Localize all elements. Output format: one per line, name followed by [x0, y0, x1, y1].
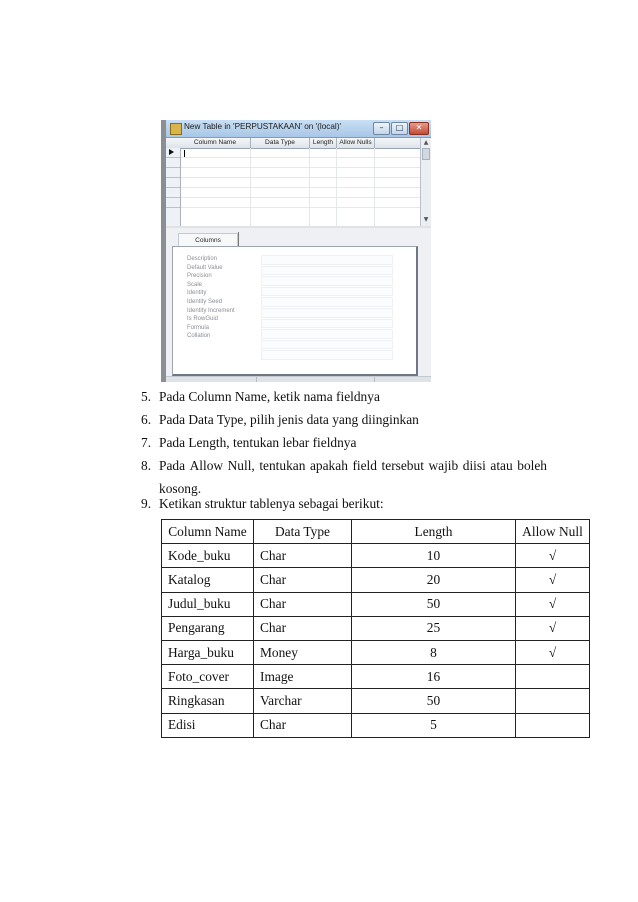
step-number: 9. [141, 496, 152, 511]
column-grid[interactable] [166, 138, 421, 226]
cell-data-type: Char [254, 568, 352, 592]
property-value-field[interactable] [261, 308, 393, 318]
scroll-up-icon[interactable]: ▲ [423, 139, 429, 146]
property-value-field[interactable] [261, 319, 393, 329]
grid-cells[interactable] [181, 148, 420, 226]
column-properties-panel [166, 228, 431, 382]
property-label: Identity Increment [187, 307, 235, 314]
cell-data-type: Char [254, 713, 352, 737]
cell-allow-null: √ [516, 544, 590, 568]
property-value-field[interactable] [261, 297, 393, 307]
cell-column-name: Kode_buku [162, 544, 254, 568]
cell-data-type: Char [254, 592, 352, 616]
grid-header-length[interactable]: Length [310, 138, 337, 148]
cell-data-type: Image [254, 665, 352, 689]
cell-allow-null [516, 689, 590, 713]
cell-column-name: Katalog [162, 568, 254, 592]
row-selector[interactable] [166, 178, 180, 188]
property-label: Identity Seed [187, 298, 223, 305]
step-word: atau [490, 458, 513, 473]
window-title: New Table in 'PERPUSTAKAAN' on '(local)' [184, 122, 342, 131]
cell-column-name: Judul_buku [162, 592, 254, 616]
scroll-thumb[interactable] [422, 148, 430, 160]
property-value-field[interactable] [261, 287, 393, 297]
step-text: Pada Length, tentukan lebar fieldnya [159, 435, 357, 450]
cell-allow-null [516, 713, 590, 737]
tab-divider [238, 232, 239, 246]
step-text: Pada Column Name, ketik nama fieldnya [159, 389, 380, 404]
cell-column-name: Edisi [162, 713, 254, 737]
step-text: Pada Data Type, pilih jenis data yang diinginkan [159, 412, 419, 427]
step-number: 7. [141, 435, 152, 450]
cell-length: 16 [352, 665, 516, 689]
header-allow-null: Allow Null [516, 520, 590, 544]
tab-columns[interactable]: Columns [178, 233, 238, 247]
cell-length: 5 [352, 713, 516, 737]
property-values[interactable] [261, 255, 393, 361]
cell-allow-null: √ [516, 592, 590, 616]
property-label: Is RowGuid [187, 316, 219, 323]
property-label: Collation [187, 333, 211, 340]
cell-allow-null: √ [516, 568, 590, 592]
grid-scrollbar[interactable] [420, 138, 431, 226]
scroll-down-icon[interactable]: ▼ [423, 216, 429, 223]
header-data-type: Data Type [254, 520, 352, 544]
table-row [162, 544, 590, 568]
table-row [162, 665, 590, 689]
step-word: boleh [517, 458, 547, 473]
property-label: Scale [187, 281, 203, 288]
row-selector[interactable] [166, 148, 180, 158]
property-label: Formula [187, 324, 210, 331]
table-header-row [162, 520, 590, 544]
header-column-name: Column Name [162, 520, 254, 544]
cell-data-type: Char [254, 616, 352, 640]
cell-length: 8 [352, 640, 516, 664]
property-value-field[interactable] [261, 266, 393, 276]
current-row-arrow-icon [169, 149, 174, 155]
table-row [162, 568, 590, 592]
property-value-field[interactable] [261, 255, 393, 265]
table-row [162, 713, 590, 737]
maximize-icon: □ [395, 123, 404, 132]
step-word: Pada [159, 458, 186, 473]
property-value-field[interactable] [261, 350, 393, 360]
window-titlebar[interactable] [166, 120, 431, 138]
minimize-icon: – [379, 123, 384, 132]
grid-header-column-name[interactable]: Column Name [180, 138, 251, 148]
property-label: Identity [187, 290, 207, 297]
cell-length: 10 [352, 544, 516, 568]
cell-length: 20 [352, 568, 516, 592]
property-labels [187, 255, 235, 341]
table-designer-screenshot [161, 120, 431, 382]
step-word: Allow [189, 458, 224, 473]
cell-column-name: Pengarang [162, 616, 254, 640]
cell-data-type: Varchar [254, 689, 352, 713]
property-value-field[interactable] [261, 276, 393, 286]
step-word: tersebut [381, 458, 424, 473]
row-selector[interactable] [166, 168, 180, 178]
step-text-line2: kosong. [159, 481, 202, 496]
property-label: Precision [187, 273, 212, 280]
header-length: Length [352, 520, 516, 544]
step-word: apakah [309, 458, 348, 473]
cell-length: 50 [352, 689, 516, 713]
step-word: field [352, 458, 377, 473]
cell-length: 25 [352, 616, 516, 640]
property-label: Description [187, 256, 218, 262]
status-strip [166, 376, 431, 382]
property-value-field[interactable] [261, 340, 393, 350]
minimize-button[interactable] [373, 122, 390, 135]
step-word: diisi [462, 458, 486, 473]
grid-header-data-type[interactable]: Data Type [251, 138, 310, 148]
row-selector[interactable] [166, 158, 180, 168]
cell-column-name: Ringkasan [162, 689, 254, 713]
maximize-button[interactable] [391, 122, 408, 135]
cell-allow-null [516, 665, 590, 689]
properties-box [172, 246, 418, 376]
table-row [162, 592, 590, 616]
text-cursor [184, 150, 185, 157]
cell-data-type: Money [254, 640, 352, 664]
step-text: Ketikan struktur tablenya sebagai berikut: [159, 496, 384, 511]
cell-length: 50 [352, 592, 516, 616]
step-word: Null, [227, 458, 255, 473]
step-number: 5. [141, 389, 152, 404]
property-label: Default Value [187, 264, 223, 271]
table-icon [170, 123, 182, 135]
step-number: 6. [141, 412, 152, 427]
table-row [162, 616, 590, 640]
property-value-field[interactable] [261, 329, 393, 339]
step-number: 8. [141, 458, 152, 473]
row-selectors[interactable] [166, 148, 181, 226]
row-selector[interactable] [166, 188, 180, 198]
close-button[interactable] [409, 122, 429, 135]
row-selector[interactable] [166, 198, 180, 208]
step-word: tentukan [259, 458, 306, 473]
grid-header-allow-nulls[interactable]: Allow Nulls [337, 138, 375, 148]
cell-data-type: Char [254, 544, 352, 568]
close-icon: ✕ [415, 123, 423, 132]
table-row [162, 640, 590, 664]
cell-column-name: Harga_buku [162, 640, 254, 664]
step-text-line1 [159, 458, 547, 474]
table-structure [161, 519, 590, 738]
cell-allow-null: √ [516, 616, 590, 640]
cell-column-name: Foto_cover [162, 665, 254, 689]
cell-allow-null: √ [516, 640, 590, 664]
step-word: wajib [428, 458, 459, 473]
table-row [162, 689, 590, 713]
